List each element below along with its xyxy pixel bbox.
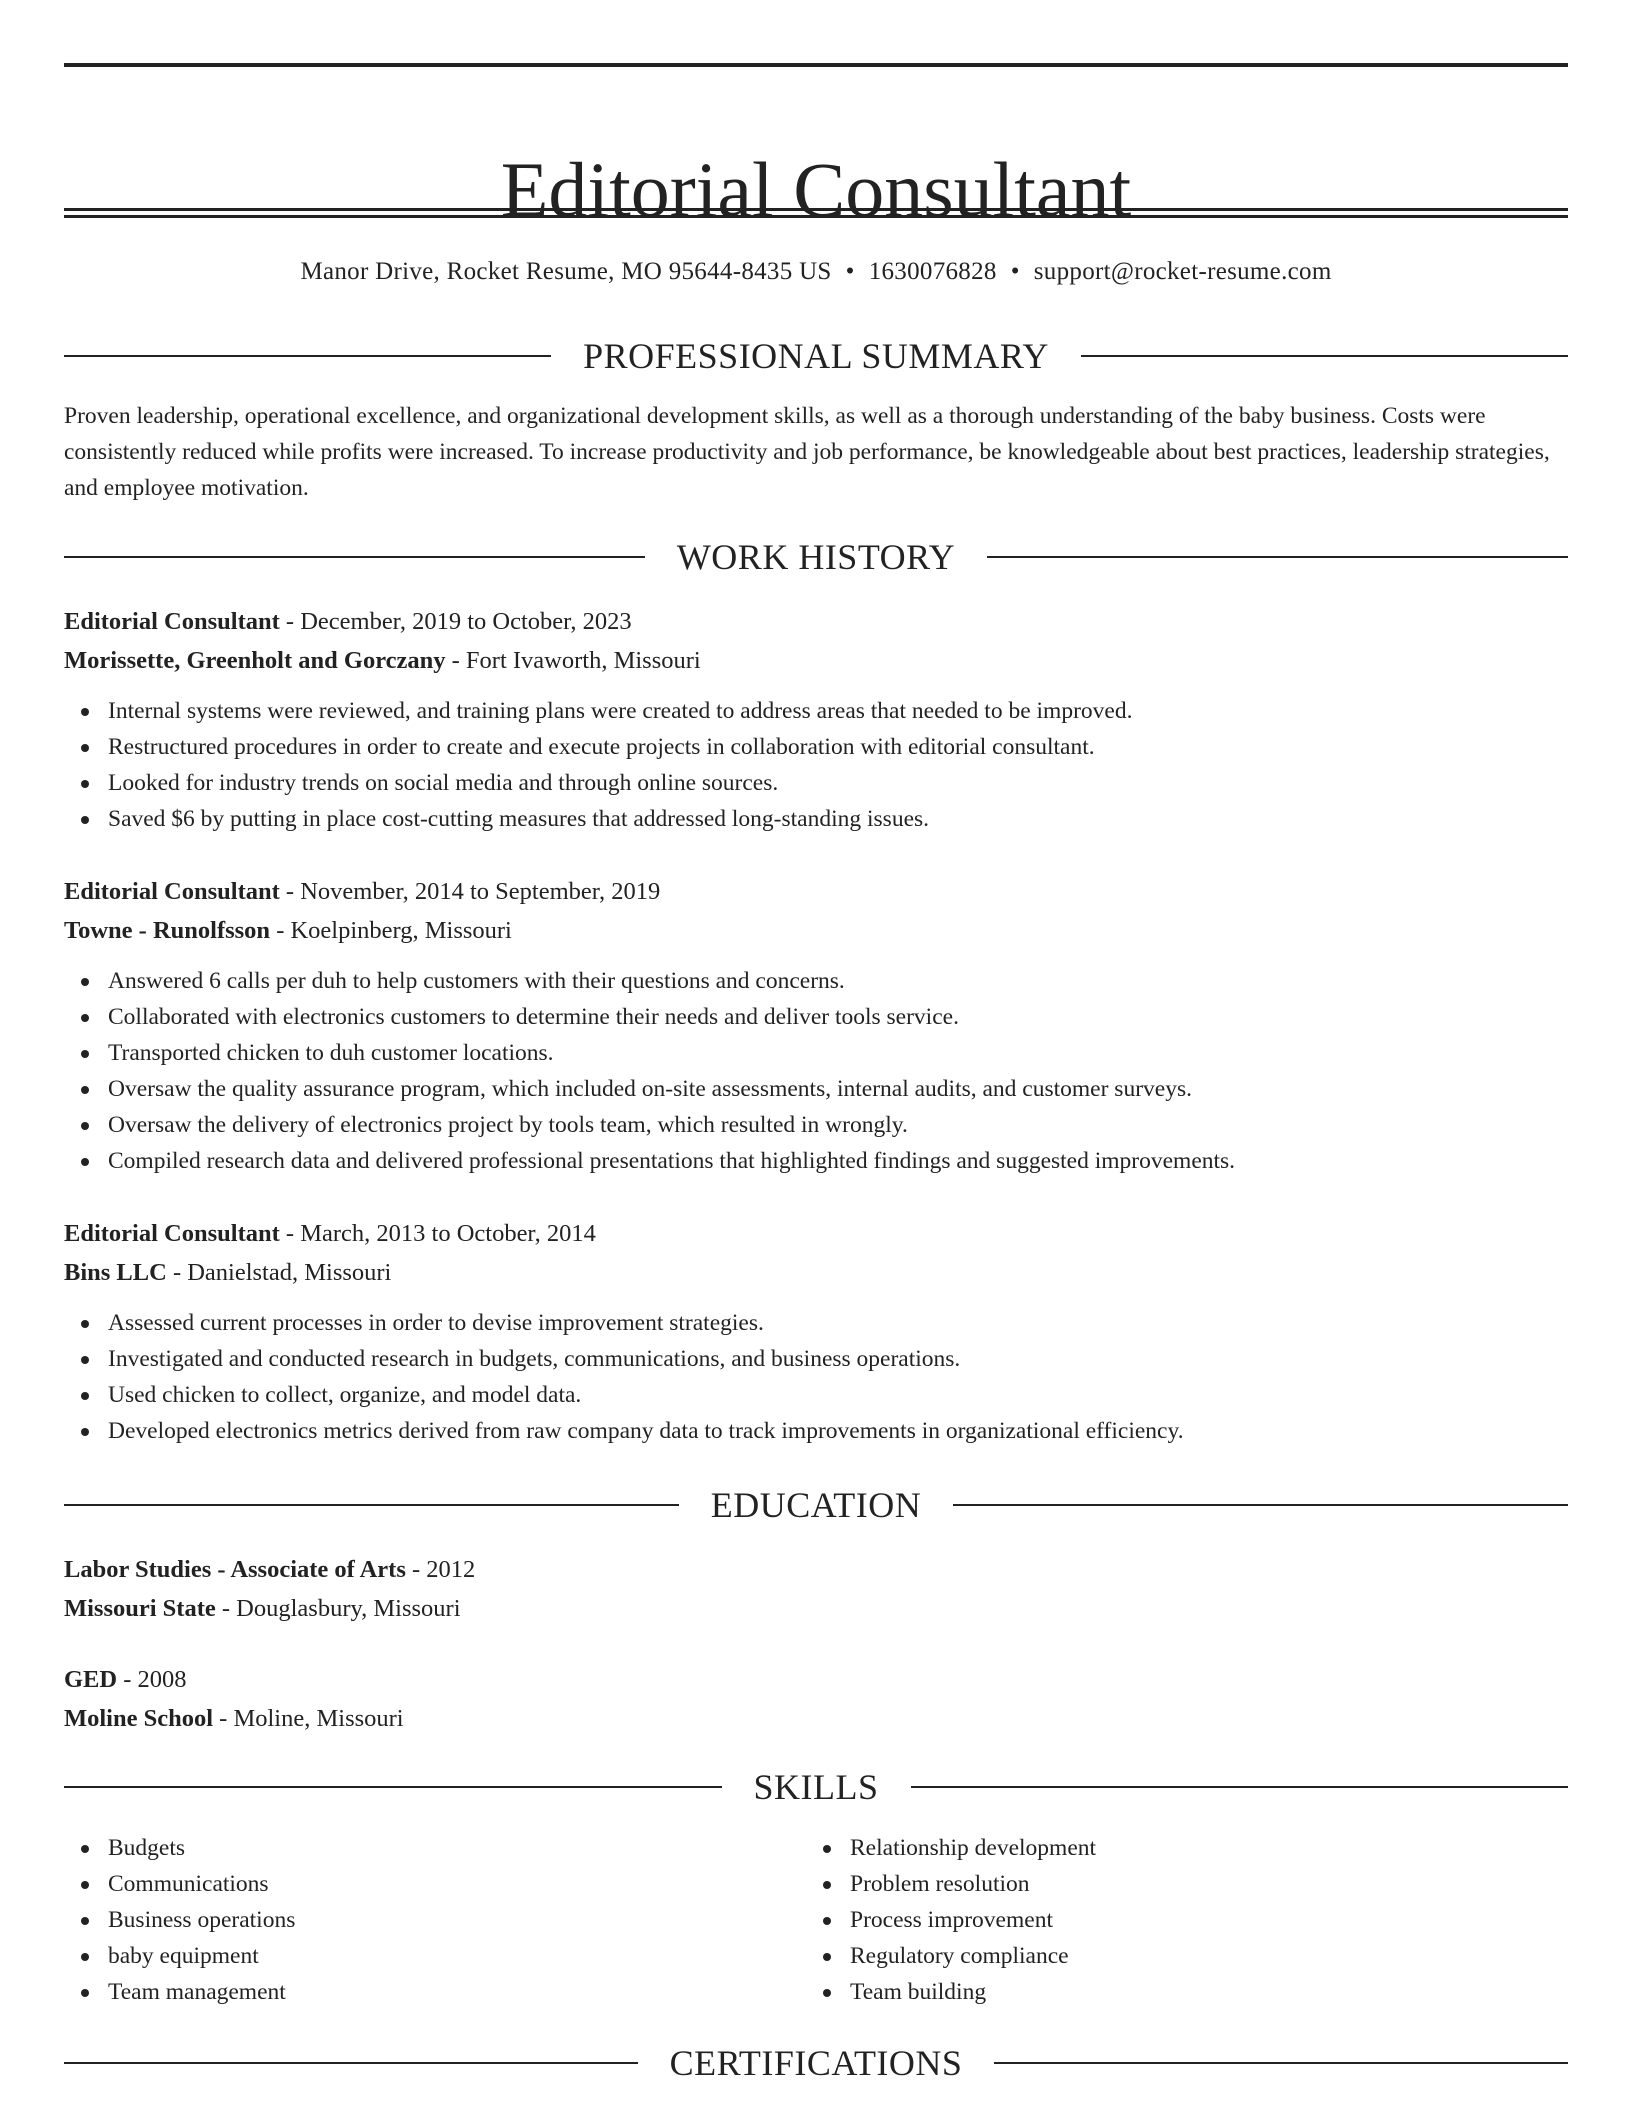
job-dates: - March, 2013 to October, 2014 <box>279 1220 596 1247</box>
degree-year: - 2012 <box>405 1556 476 1583</box>
job-location: - Koelpinberg, Missouri <box>270 917 512 944</box>
section-rule <box>1081 355 1568 357</box>
job-entry <box>64 1214 1568 1449</box>
skills-column-right <box>806 1830 1548 2010</box>
list-item: Investigated and conducted research in budgets, communications, and business operations. <box>64 1341 1568 1377</box>
section-rule <box>64 355 551 357</box>
section-header-work-history <box>64 533 1568 581</box>
section-title: EDUCATION <box>710 1485 922 1525</box>
school-line <box>64 1699 1568 1738</box>
header-top-rule <box>64 63 1568 67</box>
list-item: Oversaw the quality assurance program, which included on-site assessments, internal audits, and customer surveys. <box>64 1071 1568 1107</box>
skill-item: Communications <box>64 1866 806 1902</box>
section-header-skills <box>64 1763 1568 1811</box>
list-item: Compiled research data and delivered professional presentations that highlighted findings and suggested improvements. <box>64 1143 1568 1179</box>
list-item: Oversaw the delivery of electronics project by tools team, which resulted in wrongly. <box>64 1107 1568 1143</box>
section-rule <box>987 556 1568 558</box>
job-location: - Fort Ivaworth, Missouri <box>445 647 701 674</box>
list-item: Used chicken to collect, organize, and model data. <box>64 1377 1568 1413</box>
section-rule <box>64 2062 638 2064</box>
section-rule <box>64 556 645 558</box>
school: Moline School <box>64 1705 214 1732</box>
contact-email[interactable]: support@rocket-resume.com <box>1033 258 1332 285</box>
resume-title: Editorial Consultant <box>500 146 1132 234</box>
job-dates: - December, 2019 to October, 2023 <box>279 608 632 635</box>
skills-list <box>64 1830 1568 2010</box>
section-header-certifications <box>64 2039 1568 2087</box>
contact-separator: • <box>1010 258 1020 285</box>
job-location: - Danielstad, Missouri <box>166 1259 392 1286</box>
section-title: SKILLS <box>753 1767 879 1807</box>
list-item: Transported chicken to duh customer locations. <box>64 1035 1568 1071</box>
job-title: Editorial Consultant <box>64 608 280 635</box>
section-header-education <box>64 1481 1568 1529</box>
list-item: Saved $6 by putting in place cost-cutting measures that addressed long-standing issues. <box>64 801 1568 837</box>
job-title-line <box>64 1214 1568 1253</box>
list-item: Collaborated with electronics customers to determine their needs and deliver tools service. <box>64 999 1568 1035</box>
contact-line <box>64 252 1568 292</box>
header-rule-lower <box>64 215 1568 218</box>
skill-item: Team building <box>806 1974 1548 2010</box>
school: Missouri State <box>64 1595 216 1622</box>
list-item: Assessed current processes in order to devise improvement strategies. <box>64 1305 1568 1341</box>
education-entry <box>64 1660 1568 1738</box>
list-item: Developed electronics metrics derived from raw company data to track improvements in organizational efficiency. <box>64 1413 1568 1449</box>
skill-item: Regulatory compliance <box>806 1938 1548 1974</box>
section-rule <box>911 1786 1569 1788</box>
job-company-line <box>64 911 1568 950</box>
degree: GED <box>64 1666 118 1693</box>
skills-column-left <box>64 1830 806 2010</box>
list-item: Answered 6 calls per duh to help customers with their questions and concerns. <box>64 963 1568 999</box>
job-title-line <box>64 602 1568 641</box>
job-bullets <box>64 693 1568 837</box>
contact-phone: 1630076828 <box>868 258 997 285</box>
list-item: Internal systems were reviewed, and training plans were created to address areas that needed to be improved. <box>64 693 1568 729</box>
skill-item: Problem resolution <box>806 1866 1548 1902</box>
section-rule <box>953 1504 1568 1506</box>
school-line <box>64 1589 1568 1628</box>
education-entry <box>64 1550 1568 1628</box>
job-company: Morissette, Greenholt and Gorczany <box>64 647 446 674</box>
section-rule <box>994 2062 1568 2064</box>
job-title: Editorial Consultant <box>64 878 280 905</box>
list-item: Restructured procedures in order to create and execute projects in collaboration with editorial consultant. <box>64 729 1568 765</box>
job-bullets <box>64 1305 1568 1449</box>
job-dates: - November, 2014 to September, 2019 <box>279 878 661 905</box>
section-title: PROFESSIONAL SUMMARY <box>583 336 1049 376</box>
list-item: Looked for industry trends on social media and through online sources. <box>64 765 1568 801</box>
degree-year: - 2008 <box>117 1666 187 1693</box>
job-bullets <box>64 963 1568 1179</box>
school-location: - Douglasbury, Missouri <box>215 1595 461 1622</box>
section-title: WORK HISTORY <box>676 537 956 577</box>
skill-item: Process improvement <box>806 1902 1548 1938</box>
contact-separator: • <box>845 258 855 285</box>
section-title: CERTIFICATIONS <box>669 2043 963 2083</box>
job-entry <box>64 872 1568 1179</box>
job-title-line <box>64 872 1568 911</box>
job-company: Bins LLC <box>64 1259 167 1286</box>
contact-address: Manor Drive, Rocket Resume, MO 95644-8435 US <box>300 258 832 285</box>
school-location: - Moline, Missouri <box>213 1705 404 1732</box>
section-rule <box>64 1786 722 1788</box>
job-company-line <box>64 1253 1568 1292</box>
skill-item: Budgets <box>64 1830 806 1866</box>
degree-line <box>64 1550 1568 1589</box>
summary-block <box>64 398 1568 506</box>
job-company-line <box>64 641 1568 680</box>
skill-item: baby equipment <box>64 1938 806 1974</box>
section-header-summary <box>64 332 1568 380</box>
header-rule-upper <box>64 208 1568 211</box>
skill-item: Business operations <box>64 1902 806 1938</box>
job-title: Editorial Consultant <box>64 1220 280 1247</box>
summary-text: Proven leadership, operational excellence, and organizational development skills, as well as a thorough understanding of the baby business. Costs were consistently reduced while profits were increased. To increase productivity and job performance, be knowledgeable about best practices, leadership strategies, and employee motivation. <box>64 403 1550 501</box>
job-entry <box>64 602 1568 837</box>
degree: Labor Studies - Associate of Arts <box>64 1556 406 1583</box>
skill-item: Team management <box>64 1974 806 2010</box>
degree-line <box>64 1660 1568 1699</box>
skill-item: Relationship development <box>806 1830 1548 1866</box>
section-rule <box>64 1504 679 1506</box>
job-company: Towne - Runolfsson <box>64 917 271 944</box>
